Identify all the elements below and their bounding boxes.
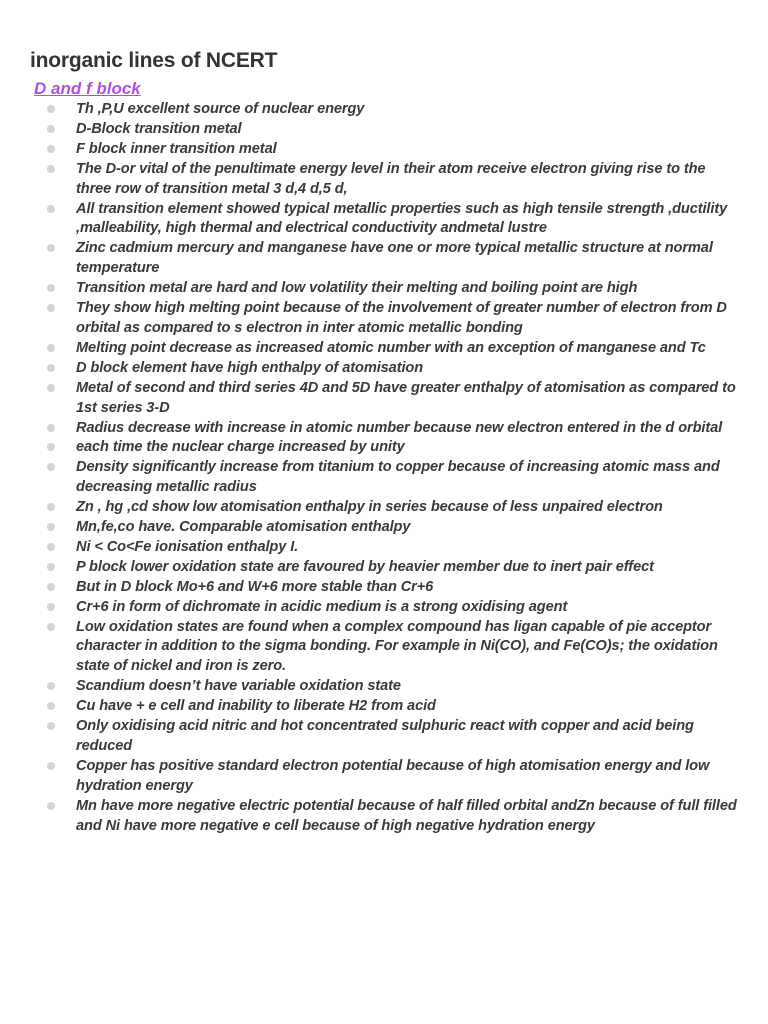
list-item bbox=[30, 419, 738, 439]
list-item-text: They show high melting point because of the involvement of greater number of electron from D orbital as compared to s electron in inter atomic metallic bonding bbox=[76, 300, 727, 336]
bullet-dot-icon bbox=[47, 563, 55, 571]
list-item-text: Only oxidising acid nitric and hot concentrated sulphuric react with copper and acid being reduced bbox=[76, 718, 694, 754]
bullet-dot-icon bbox=[47, 443, 55, 451]
list-item-text: Cu have + e cell and inability to liberate H2 from acid bbox=[76, 698, 436, 715]
list-item bbox=[30, 578, 738, 598]
list-item bbox=[30, 618, 738, 678]
list-item-text: Mn,fe,co have. Comparable atomisation enthalpy bbox=[76, 519, 411, 536]
bullet-dot-icon bbox=[47, 603, 55, 611]
bullet-dot-icon bbox=[47, 105, 55, 113]
bullet-dot-icon bbox=[47, 125, 55, 133]
list-item-text: Scandium doesn’t have variable oxidation state bbox=[76, 678, 401, 695]
bullet-dot-icon bbox=[47, 802, 55, 810]
list-item bbox=[30, 359, 738, 379]
bullet-dot-icon bbox=[47, 543, 55, 551]
list-item-text: Density significantly increase from titanium to copper because of increasing atomic mass and decreasing metallic radius bbox=[76, 459, 720, 496]
list-item bbox=[30, 279, 738, 299]
list-item bbox=[30, 677, 738, 697]
list-item bbox=[30, 200, 738, 240]
list-item-text: Low oxidation states are found when a complex compound has ligan capable of pie acceptor character in addition to the sigma bonding. For example in Ni(CO), and Fe(CO)s; the oxidation state of nickel and iron is zero. bbox=[76, 618, 718, 675]
bullet-dot-icon bbox=[47, 702, 55, 710]
list-item-text: The D-or vital of the penultimate energy level in their atom receive electron giving rise to the three row of transition metal 3 d,4 d,5 d, bbox=[76, 160, 706, 197]
bullet-dot-icon bbox=[47, 384, 55, 392]
section bbox=[30, 74, 738, 837]
bullet-list bbox=[30, 100, 738, 837]
list-item bbox=[30, 160, 738, 200]
list-item bbox=[30, 140, 738, 160]
list-item-text: Ni < Co<Fe ionisation enthalpy I. bbox=[76, 538, 299, 555]
list-item bbox=[30, 598, 738, 618]
list-item-text: Mn have more negative electric potential because of half filled orbital andZn because of full filled and Ni have more negative e cell because of high negative hydration energy bbox=[76, 797, 737, 834]
bullet-dot-icon bbox=[47, 344, 55, 352]
list-item-text: Th ,P,U excellent source of nuclear energy bbox=[76, 101, 365, 117]
list-item bbox=[30, 100, 738, 120]
list-item bbox=[30, 558, 738, 578]
bullet-dot-icon bbox=[47, 503, 55, 511]
bullet-dot-icon bbox=[47, 523, 55, 531]
list-item bbox=[30, 239, 738, 279]
bullet-dot-icon bbox=[47, 165, 55, 173]
list-item-text: P block lower oxidation state are favoured by heavier member due to inert pair effect bbox=[76, 558, 654, 575]
list-item bbox=[30, 538, 738, 558]
list-item bbox=[30, 717, 738, 757]
bullet-dot-icon bbox=[47, 145, 55, 153]
list-item-text: Cr+6 in form of dichromate in acidic medium is a strong oxidising agent bbox=[76, 598, 568, 615]
list-item-text: Metal of second and third series 4D and 5D have greater enthalpy of atomisation as compared to 1st series 3-D bbox=[76, 379, 736, 416]
bullet-dot-icon bbox=[47, 682, 55, 690]
list-item bbox=[30, 498, 738, 518]
bullet-dot-icon bbox=[47, 304, 55, 312]
bullet-dot-icon bbox=[47, 583, 55, 591]
list-item-text: each time the nuclear charge increased by unity bbox=[76, 439, 405, 456]
list-item bbox=[30, 339, 738, 359]
list-item-text: F block inner transition metal bbox=[76, 140, 277, 157]
list-item-text: D block element have high enthalpy of atomisation bbox=[76, 359, 424, 376]
bullet-dot-icon bbox=[47, 244, 55, 252]
list-item bbox=[30, 438, 738, 458]
list-item bbox=[30, 458, 738, 498]
section-heading: D and f block bbox=[34, 79, 141, 98]
bullet-dot-icon bbox=[47, 364, 55, 372]
list-item-text: Radius decrease with increase in atomic number because new electron entered in the d orbital bbox=[76, 419, 723, 436]
list-item-text: Melting point decrease as increased atomic number with an exception of manganese and Tc bbox=[76, 339, 706, 356]
page-title: inorganic lines of NCERT bbox=[30, 49, 278, 72]
list-item-text: All transition element showed typical metallic properties such as high tensile strength ,ductility ,malleability, high thermal and electrical conductivity andmetal lustre bbox=[76, 200, 728, 237]
list-item bbox=[30, 120, 738, 140]
list-item-text: D-Block transition metal bbox=[76, 120, 242, 137]
list-item-text: Zn , hg ,cd show low atomisation enthalpy in series because of less unpaired electron bbox=[76, 499, 663, 516]
bullet-dot-icon bbox=[47, 623, 55, 631]
list-item-text: But in D block Mo+6 and W+6 more stable than Cr+6 bbox=[76, 578, 434, 595]
list-item bbox=[30, 757, 738, 797]
list-item-text: Transition metal are hard and low volatility their melting and boiling point are high bbox=[76, 280, 638, 297]
bullet-dot-icon bbox=[47, 722, 55, 730]
bullet-dot-icon bbox=[47, 424, 55, 432]
bullet-dot-icon bbox=[47, 205, 55, 213]
list-item bbox=[30, 797, 738, 837]
bullet-dot-icon bbox=[47, 284, 55, 292]
bullet-dot-icon bbox=[47, 463, 55, 471]
list-item bbox=[30, 697, 738, 717]
list-item-text: Copper has positive standard electron potential because of high atomisation energy and low hydration energy bbox=[76, 757, 710, 794]
list-item bbox=[30, 518, 738, 538]
list-item bbox=[30, 379, 738, 419]
bullet-dot-icon bbox=[47, 762, 55, 770]
list-item-text: Zinc cadmium mercury and manganese have one or more typical metallic structure at normal temperature bbox=[76, 240, 713, 277]
list-item bbox=[30, 299, 738, 339]
